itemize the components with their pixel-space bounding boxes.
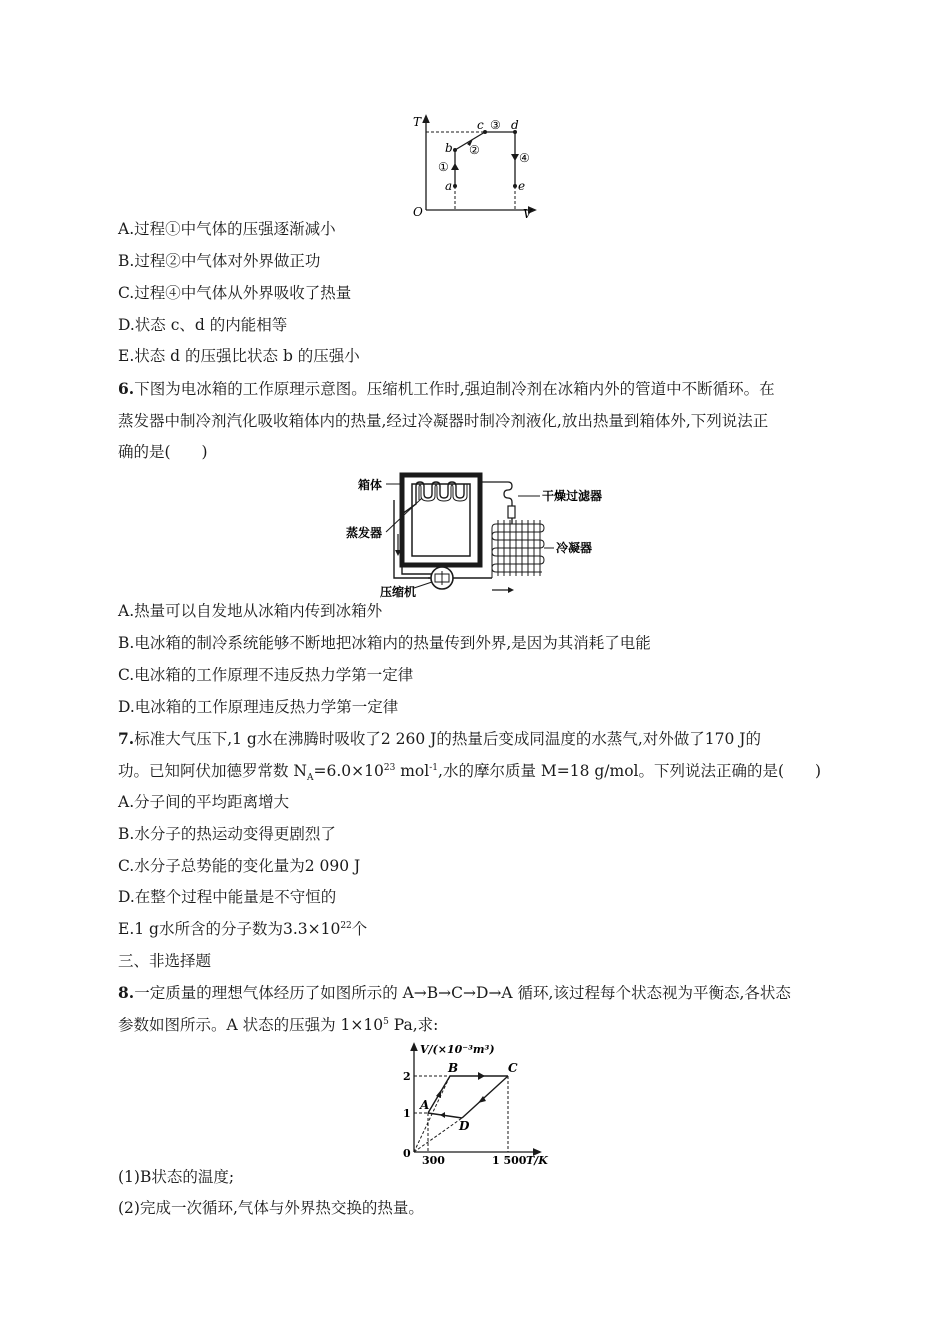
section-heading: 三、非选择题	[118, 952, 212, 970]
origin-label: 0	[403, 1147, 411, 1160]
q5-option-c: C.过程④中气体从外界吸收了热量	[118, 284, 352, 302]
process-3-label: ③	[490, 118, 501, 132]
tv-diagram	[405, 110, 545, 222]
point-d: d	[511, 118, 519, 132]
vt-diagram	[398, 1040, 558, 1166]
point-C: C	[508, 1061, 518, 1075]
t-axis-label: T	[413, 115, 422, 129]
q8-stem-line-1: 8.一定质量的理想气体经历了如图所示的 A→B→C→D→A 循环,该过程每个状态视为平衡态,各状态	[118, 983, 791, 1002]
condenser-label: 冷凝器	[556, 541, 593, 555]
q6-option-a: A.热量可以自发地从冰箱内传到冰箱外	[118, 602, 383, 620]
process-4-label: ④	[519, 151, 530, 165]
q7-option-b: B.水分子的热运动变得更剧烈了	[118, 825, 336, 843]
refrigerator-diagram	[332, 470, 622, 598]
q7-stem-line-1: 7.标准大气压下,1 g水在沸腾时吸收了2 260 J的热量后变成同温度的水蒸气,对外做了170 J的	[118, 729, 761, 748]
q8-number: 8.	[118, 983, 135, 1002]
compressor-label: 压缩机	[380, 585, 417, 598]
y-tick-1: 1	[403, 1107, 411, 1120]
q5-option-e: E.状态 d 的压强比状态 b 的压强小	[118, 347, 360, 365]
point-A: A	[420, 1098, 430, 1112]
process-1-label: ①	[438, 160, 449, 174]
process-2-label: ②	[469, 143, 480, 157]
point-D: D	[459, 1119, 470, 1133]
q7-option-e: E.1 g水所含的分子数为$3.3\times 10^{22}$个	[118, 920, 368, 938]
x-tick-300: 300	[422, 1154, 445, 1166]
v-axis-label: V	[523, 207, 532, 221]
q6-number: 6.	[118, 379, 135, 398]
q6-stem-line-2: 蒸发器中制冷剂汽化吸收箱体内的热量,经过冷凝器时制冷剂液化,放出热量到箱体外,下列说法正	[118, 412, 769, 430]
evaporator-label: 蒸发器	[346, 526, 383, 540]
t-axis-label: T/K	[526, 1154, 548, 1166]
q7-stem-line-2: 功。已知阿伏加德罗常数 $N_A=6.0\times 10^{23}$ mol$^{-1}$,水的摩尔质量 M=18 g/mol。下列说法正确的是( )	[118, 762, 822, 784]
condenser-coil	[492, 520, 544, 578]
q7-option-a: A.分子间的平均距离增大	[118, 793, 290, 811]
q8-stem-line-2: 参数如图所示。A 状态的压强为 $1\times 10^5$ Pa,求:	[118, 1016, 439, 1034]
q6-stem-line-1: 6.下图为电冰箱的工作原理示意图。压缩机工作时,强迫制冷剂在冰箱内外的管道中不断循环。在	[118, 379, 775, 398]
x-tick-1500: 1 500	[492, 1154, 527, 1166]
q8-sub-question-1: (1)B状态的温度;	[118, 1168, 235, 1186]
box-label: 箱体	[358, 478, 383, 492]
q5-option-d: D.状态 c、d 的内能相等	[118, 316, 288, 334]
q6-stem-line-3: 确的是( )	[118, 443, 208, 461]
point-B: B	[448, 1061, 459, 1075]
q6-option-d: D.电冰箱的工作原理违反热力学第一定律	[118, 698, 399, 716]
q8-sub-question-2: (2)完成一次循环,气体与外界热交换的热量。	[118, 1199, 424, 1217]
origin-label: O	[413, 205, 423, 219]
q7-option-c: C.水分子总势能的变化量为2 090 J	[118, 857, 361, 875]
drying-filter	[508, 506, 515, 518]
point-e: e	[518, 179, 526, 193]
point-b: b	[445, 141, 453, 155]
q7-option-d: D.在整个过程中能量是不守恒的	[118, 888, 337, 906]
v-axis-label: V/(×10⁻³m³)	[420, 1043, 495, 1056]
filter-label: 干燥过滤器	[542, 489, 603, 503]
point-a: a	[445, 179, 453, 193]
q5-option-a: A.过程①中气体的压强逐渐减小	[118, 220, 336, 238]
q6-option-b: B.电冰箱的制冷系统能够不断地把冰箱内的热量传到外界,是因为其消耗了电能	[118, 634, 651, 652]
fridge-box	[402, 475, 480, 565]
q7-number: 7.	[118, 729, 135, 748]
point-c: c	[477, 118, 484, 132]
q6-option-c: C.电冰箱的工作原理不违反热力学第一定律	[118, 666, 414, 684]
q5-option-b: B.过程②中气体对外界做正功	[118, 252, 321, 270]
y-tick-2: 2	[403, 1070, 411, 1083]
segment-cd	[462, 1076, 508, 1118]
